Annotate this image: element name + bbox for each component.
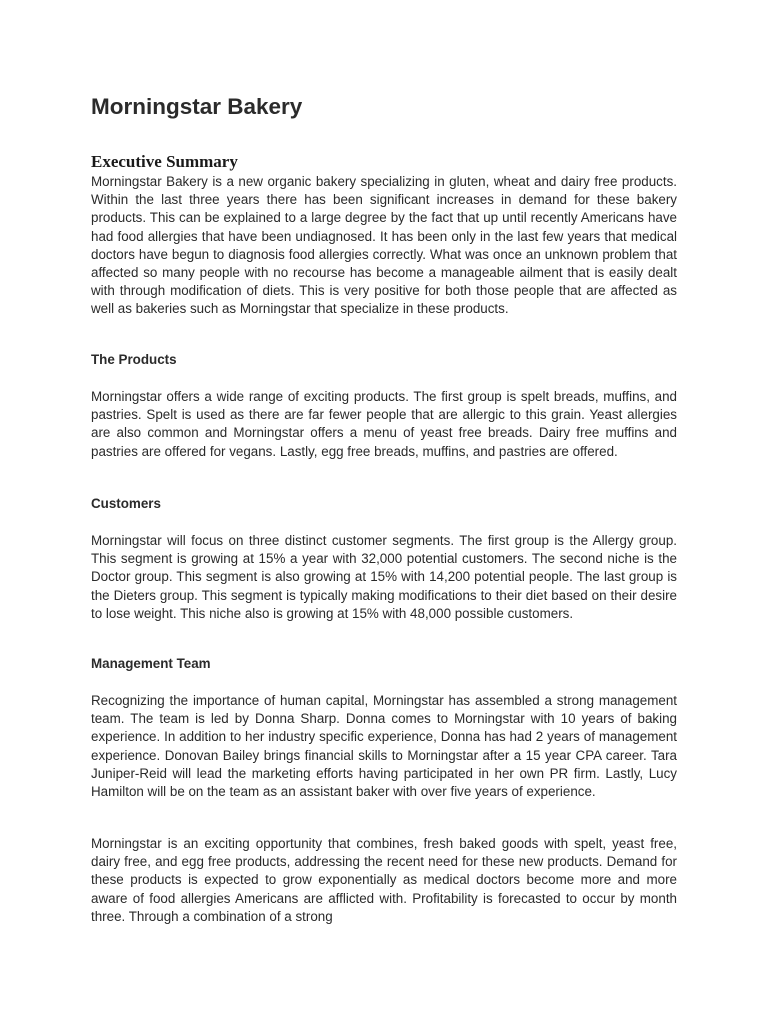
management-team-paragraph: Recognizing the importance of human capital, Morningstar has assembled a strong management team. The team is led by Donna Sharp. Donna comes to Morningstar with 10 years of baking experience. In addition to her industry specific experience, Donna has had 2 years of management experience. Donovan Bailey brings financial skills to Morningstar after a 15 year CPA career. Tara Juniper-Reid will lead the marketing efforts having participated in her own PR firm. Lastly, Lucy Hamilton will be on the team as an assistant baker with over five years of experience. xyxy=(91,693,677,800)
customers-paragraph: Morningstar will focus on three distinct customer segments. The first group is the Allergy group. This segment is growing at 15% a year with 32,000 potential customers. The second niche is the Doctor group. This segment is also growing at 15% with 14,200 potential people. The last group is the Dieters group. This segment is typically making modifications to their diet based on their desire to lose weight. This niche also is growing at 15% with 48,000 possible customers. xyxy=(91,533,677,621)
executive-summary-heading: Executive Summary xyxy=(91,152,238,171)
management-team-heading: Management Team xyxy=(91,656,211,671)
products-paragraph: Morningstar offers a wide range of exciting products. The first group is spelt breads, muffins, and pastries. Spelt is used as there are far fewer people that are allergic to this grain. Yeast allergies are also common and Morningstar offers a menu of yeast free breads. Dairy free muffins and pastries are offered for vegans. Lastly, egg free breads, muffins, and pastries are offered. xyxy=(91,389,677,459)
executive-summary-paragraph: Morningstar Bakery is a new organic bakery specializing in gluten, wheat and dairy free products. Within the last three years there has been significant increases in demand for these bakery products. This can be explained to a large degree by the fact that up until recently Americans have had food allergies that have been undiagnosed. It has been only in the last few years that medical doctors have begun to diagnosis food allergies correctly. What was once an unknown problem that affected so many people with no recourse has become a manageable ailment that is easily dealt with through modification of diets. This is very positive for both those people that are affected as well as bakeries such as Morningstar that specialize in these products. xyxy=(91,174,677,317)
document-title: Morningstar Bakery xyxy=(91,94,303,119)
products-heading: The Products xyxy=(91,352,177,367)
customers-heading: Customers xyxy=(91,496,161,511)
closing-paragraph: Morningstar is an exciting opportunity that combines, fresh baked goods with spelt, yeast free, dairy free, and egg free products, addressing the recent need for these new products. Demand for these products is expected to grow exponentially as medical doctors become more and more aware of food allergies Americans are afflicted with. Profitability is forecasted to occur by month three. Through a combination of a strong xyxy=(91,836,677,924)
